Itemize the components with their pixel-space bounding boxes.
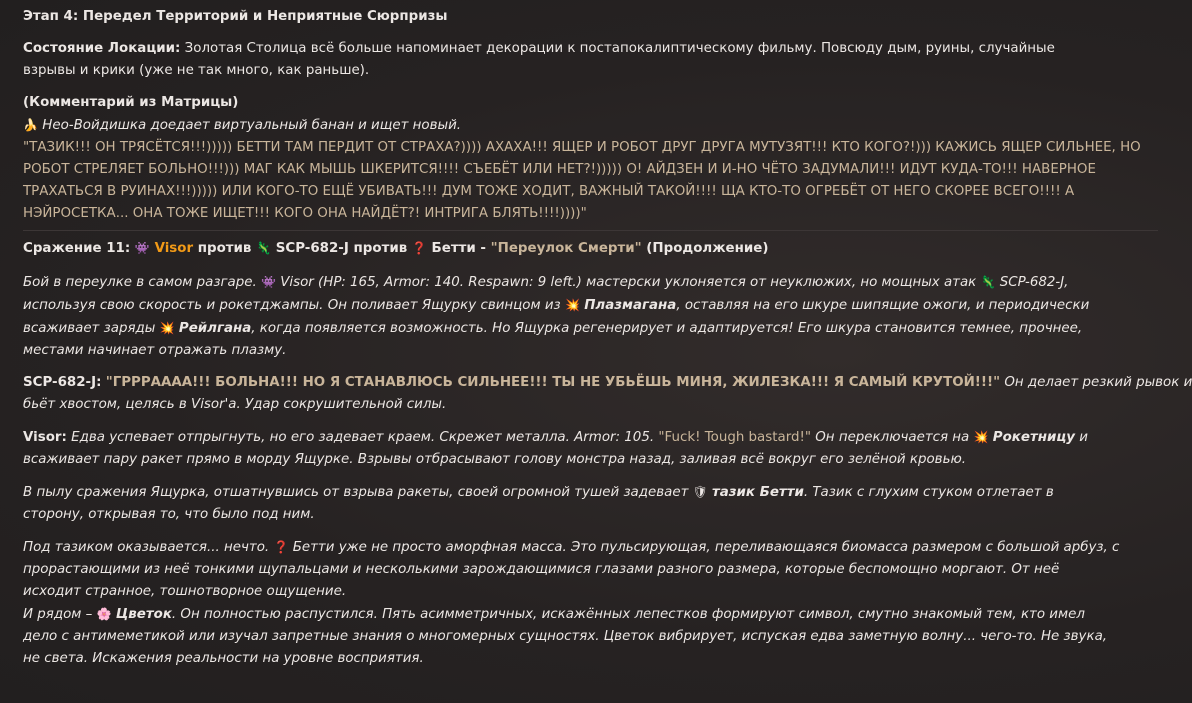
location-line-1 (23, 38, 1159, 60)
chat-message (23, 6, 1192, 670)
item-betty-basin: тазик Бетти (711, 485, 804, 500)
matrix-quote-1: "ТАЗИК!!! ОН ТРЯСЁТСЯ!!!))))) БЕТТИ ТАМ ПЕРДИТ ОТ СТРАХА?)))) АХАХА!!! ЯЩЕР И РОБОТ ДРУГ ДРУГА МУТУЗЯТ!!! КТО КОГО?!))) КАЖИСЬ ЯЩЕР СИЛЬНЕЕ, НО (23, 140, 1141, 155)
visor-quote: "Fuck! Tough bastard!" (658, 430, 811, 445)
matrix-quote-4: НЭЙРОСЕТКА... ОНА ТОЖЕ ИЩЕТ!!! КОГО ОНА НАЙДЁТ?! ИНТРИГА БЛЯТЬ!!!!))))" (23, 206, 587, 221)
lizard-icon: 🦎 (256, 241, 272, 255)
speaker-scp: SCP-682-J: (23, 375, 102, 390)
divider (23, 230, 1158, 231)
para5-text-c: И рядом – (23, 607, 93, 622)
para5-line-6: не света. Искажения реальности на уровне восприятия. (23, 651, 424, 666)
fighter-scp: SCP-682-J (275, 241, 349, 256)
explosion-icon: 💥 (973, 430, 989, 444)
para5-line-4 (23, 603, 1159, 626)
para5-line-5: дело с антимеметикой или изучал запретные знания о многомерных сущностях. Цветок вибрирует, испуская едва заметную волну... чего-то. Не звука, (23, 629, 1108, 644)
para3-line-2: всаживает пару ракет прямо в морду Ящурке. Взрывы отбрасывают голову монстра назад, заливая всё вокруг его зелёной кровью. (23, 452, 966, 467)
para3-text-b: Он переключается на (815, 430, 970, 445)
location-text-1: Золотая Столица всё больше напоминает декорации к постапокалиптическому фильму. Повсюду дым, руины, случайные (184, 41, 1055, 56)
para1-text-a: Бой в переулке в самом разгаре. (23, 275, 257, 290)
alien-monster-icon: 👾 (134, 241, 150, 255)
versus-1: против (197, 241, 252, 256)
shield-icon: 🛡 (692, 485, 708, 499)
matrix-quote-3: ТРАХАТЬСЯ В РУИНАХ!!!))))) ИЛИ КОГО-ТО ЕЩЁ УБИВАТЬ!!! ДУМ ТОЖЕ ХОДИТ, ВАЖНЫЙ ТАКОЙ!!!! ЩА КТО-ТО ОГРЕБЁТ ОТ НЕГО СКОРЕЕ ВСЕГО!!!! А (23, 184, 1075, 199)
battle-suffix: (Продолжение) (646, 241, 769, 256)
para5-text-a: Под тазиком оказывается... нечто. (23, 540, 270, 555)
para3-line-1 (23, 426, 1159, 449)
weapon-railgun: Рейлгана (178, 321, 252, 336)
stage-title: Этап 4: Передел Территорий и Неприятные Сюрпризы (23, 9, 448, 24)
para5-text-b: Бетти уже не просто аморфная масса. Это пульсирующая, переливающаяся биомасса размером с большой арбуз, с (292, 540, 1120, 555)
battle-dash: - (480, 241, 486, 256)
para1-text-g: , когда появляется возможность. Но Ящурка регенерирует и адаптируется! Его шкура становится темнее, прочнее, (251, 321, 1083, 336)
para1-text-c: SCP-682-J, (999, 275, 1069, 290)
location-text-2: взрывы и крики (уже не так много, как раньше). (23, 63, 370, 78)
para2-text-a: Он делает резкий рывок и (1004, 375, 1192, 390)
battle-heading (23, 237, 1159, 260)
matrix-title: (Комментарий из Матрицы) (23, 95, 239, 110)
para4-text-b: . Тазик с глухим стуком отлетает в (803, 485, 1054, 500)
weapon-plasmagun: Плазмагана (584, 298, 677, 313)
para3-text-a: Едва успевает отпрыгнуть, но его задевает краем. Скрежет металла. Armor: 105. (71, 430, 655, 445)
para1-line-1 (23, 271, 1159, 294)
location-label: Состояние Локации: (23, 41, 181, 56)
para5-line-2: прорастающими из неё тонкими щупальцами и несколькими зарождающимися глазами разного размера, которые беспомощно моргают. От неё (23, 562, 1060, 577)
para1-line-4: местами начинает отражать плазму. (23, 343, 287, 358)
explosion-icon: 💥 (159, 321, 175, 335)
para2-line-1 (23, 372, 1192, 394)
lizard-icon: 🦎 (980, 275, 996, 289)
weapon-rocket-launcher: Рокетницу (992, 430, 1076, 445)
para1-text-f: всаживает заряды (23, 321, 156, 336)
para2-line-2: бьёт хвостом, целясь в Visor'а. Удар сокрушительной силы. (23, 397, 447, 412)
para4-line-2: сторону, открывая то, что было под ним. (23, 507, 315, 522)
alien-monster-icon: 👾 (261, 275, 276, 289)
para1-line-3 (23, 317, 1159, 340)
matrix-quote-2: РОБОТ СТРЕЛЯЕТ БОЛЬНО!!!))) МАГ КАК МЫШЬ ШКЕРИТСЯ!!!! СЪЕБЁТ ИЛИ НЕТ?!))))) О! АЙДЗЕН И И-НО ЧЁТО ЗАДУМАЛИ!!! ИДУТ КУДА-ТО!!! НАВЕРНОЕ (23, 162, 1096, 177)
para5-text-d: . Он полностью распустился. Пять асимметричных, искажённых лепестков формируют символ, смутно знакомый тем, кто имел (171, 607, 1085, 622)
para1-text-e: , оставляя на его шкуре шипящие ожоги, и периодически (676, 298, 1090, 313)
neo-text: Нео-Войдишка доедает виртуальный банан и ищет новый. (42, 118, 462, 133)
matrix-neo-line (23, 114, 1159, 137)
battle-location: "Переулок Смерти" (490, 241, 642, 256)
para4-text-a: В пылу сражения Ящурка, отшатнувшись от взрыва ракеты, своей огромной тушей задевает (23, 485, 689, 500)
question-mark-icon: ❓ (273, 540, 289, 554)
speaker-visor: Visor: (23, 430, 67, 445)
para1-line-2 (23, 294, 1159, 317)
flower-icon: 🌸 (96, 607, 112, 621)
para5-line-1 (23, 536, 1159, 559)
scp-shout: "ГРРРАААА!!! БОЛЬНА!!! НО Я СТАНАВЛЮСЬ СИЛЬНЕЕ!!! ТЫ НЕ УБЬЁШЬ МИНЯ, ЖИЛЕЗКА!!! Я САМЫЙ КРУТОЙ!!!" (105, 375, 1001, 390)
para1-text-b: Visor (HP: 165, Armor: 140. Respawn: 9 left.) мастерски уклоняется от неуклюжих, но мощных атак (280, 275, 977, 290)
para4-line-1 (23, 481, 1159, 504)
item-flower: Цветок (115, 607, 172, 622)
fighter-betty: Бетти (431, 241, 476, 256)
explosion-icon: 💥 (564, 298, 580, 312)
question-mark-icon: ❓ (411, 241, 427, 255)
para3-text-c: и (1079, 430, 1088, 445)
banana-icon: 🍌 (23, 118, 38, 132)
para1-text-d: используя свою скорость и рокетджампы. Он поливает Ящурку свинцом из (23, 298, 561, 313)
fighter-visor: Visor (154, 241, 194, 256)
versus-2: против (353, 241, 408, 256)
para5-line-3: исходит странное, тошнотворное ощущение. (23, 584, 347, 599)
battle-prefix: Сражение 11: (23, 241, 131, 256)
